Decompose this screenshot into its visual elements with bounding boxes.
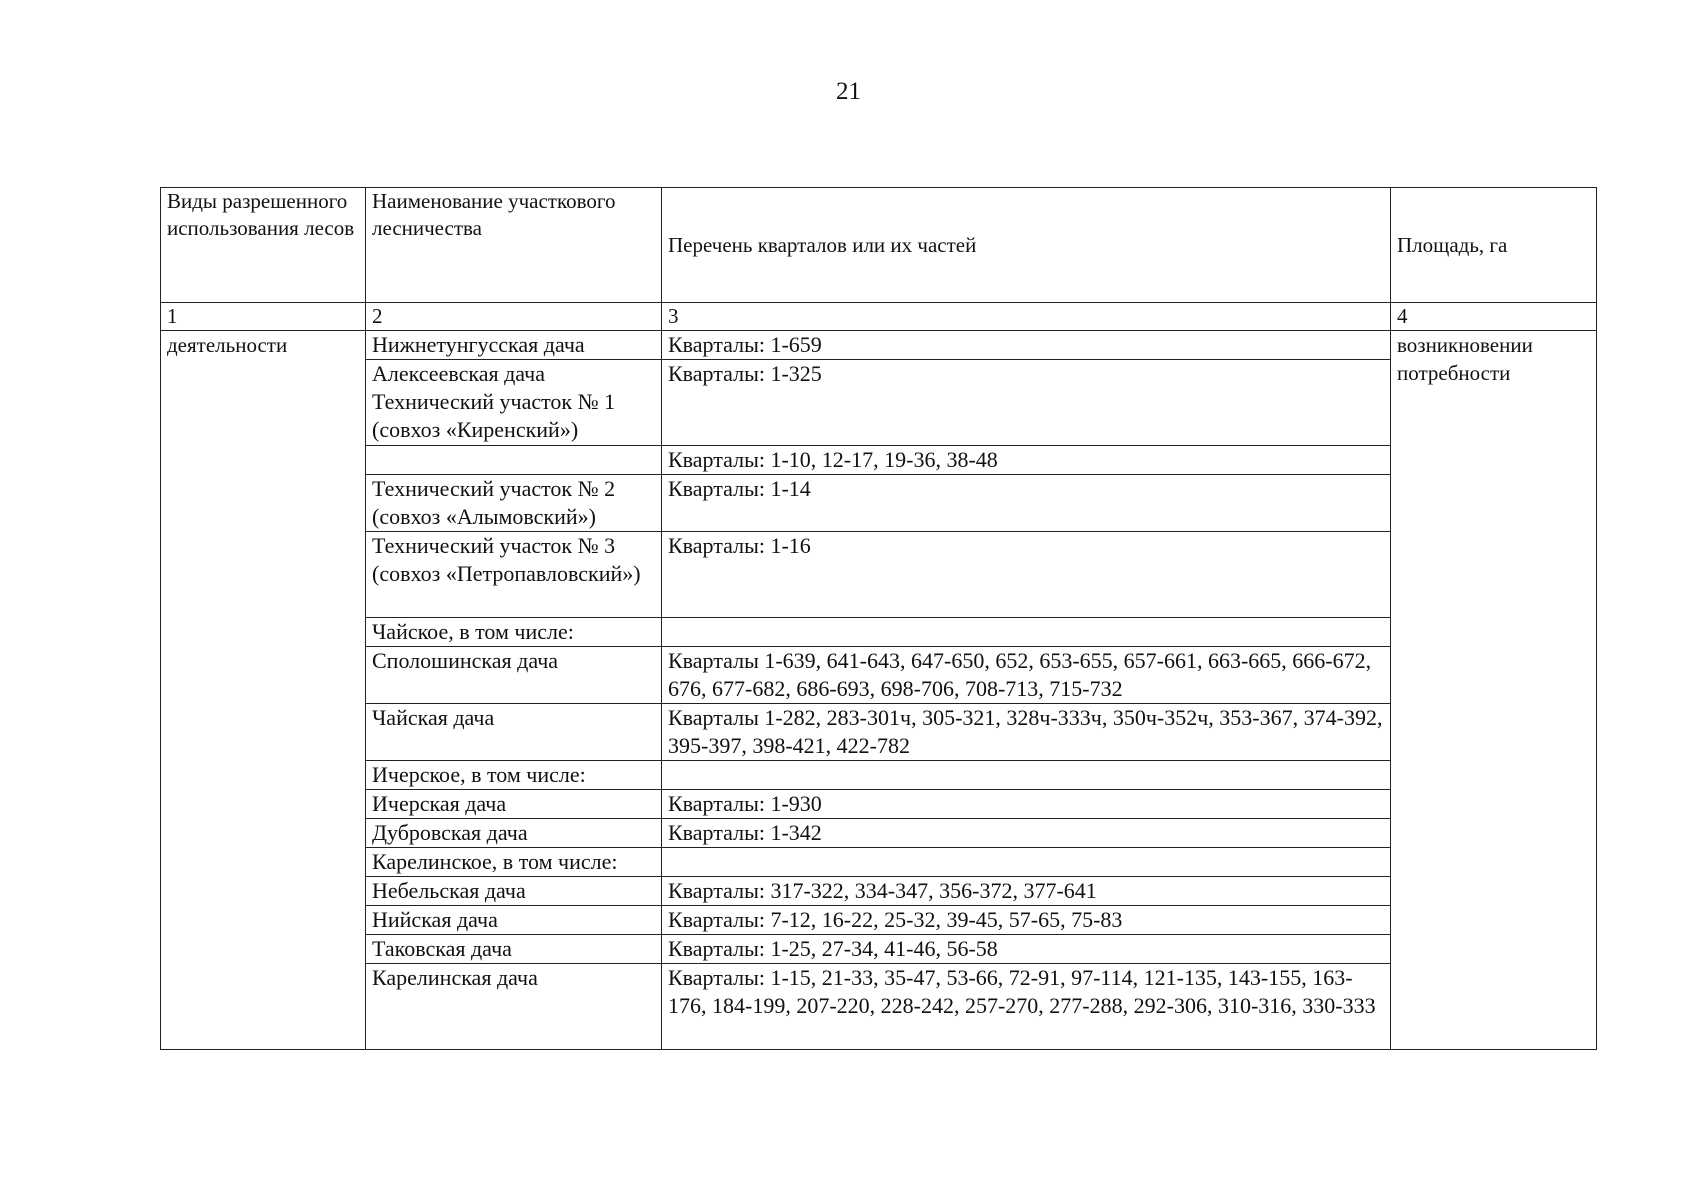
- table-row: [161, 935, 1597, 964]
- quarters-cell: Кварталы: 1-342: [662, 819, 1391, 848]
- usage-type-cell: деятельности: [161, 331, 366, 1050]
- table-row: [161, 532, 1597, 618]
- table-row: [161, 964, 1597, 1050]
- table-row: [161, 761, 1597, 790]
- area-cell: возникновении потребности: [1391, 331, 1597, 1050]
- table-row: [161, 475, 1597, 532]
- table-row: [161, 647, 1597, 704]
- forestry-name-cell: Алексеевская дача Технический участок № 1 (совхоз «Киренский»): [366, 360, 662, 446]
- forestry-name-cell: Таковская дача: [366, 935, 662, 964]
- table-row: [161, 848, 1597, 877]
- header-usage-types: Виды разрешенного использования лесов: [161, 188, 366, 303]
- table-row: [161, 877, 1597, 906]
- forestry-name-cell: Нижнетунгусская дача: [366, 331, 662, 360]
- table-header-row: [161, 188, 1597, 303]
- table-row: [161, 790, 1597, 819]
- quarters-cell: Кварталы: 1-930: [662, 790, 1391, 819]
- quarters-cell: Кварталы: 1-14: [662, 475, 1391, 532]
- forestry-name-cell: Технический участок № 2 (совхоз «Алымовский»): [366, 475, 662, 532]
- forestry-name-cell: [366, 446, 662, 475]
- forestry-name-cell: Чайская дача: [366, 704, 662, 761]
- forest-quarters-table: [160, 187, 1597, 1050]
- quarters-cell: [662, 848, 1391, 877]
- quarters-cell: [662, 761, 1391, 790]
- quarters-cell: Кварталы: 1-659: [662, 331, 1391, 360]
- quarters-cell: Кварталы: 1-325: [662, 360, 1391, 446]
- table-row: [161, 331, 1597, 360]
- quarters-cell: [662, 618, 1391, 647]
- table-row: [161, 446, 1597, 475]
- forestry-name-cell: Небельская дача: [366, 877, 662, 906]
- header-quarters-list: Перечень кварталов или их частей: [662, 188, 1391, 303]
- quarters-cell: Кварталы: 1-16: [662, 532, 1391, 618]
- table-row: [161, 360, 1597, 446]
- quarters-cell: Кварталы 1-639, 641-643, 647-650, 652, 653-655, 657-661, 663-665, 666-672, 676, 677-682, 686-693, 698-706, 708-713, 715-732: [662, 647, 1391, 704]
- table-row: [161, 704, 1597, 761]
- page-number: 21: [836, 78, 861, 105]
- header-forestry-name: Наименование участкового лесничества: [366, 188, 662, 303]
- header-area: Площадь, га: [1391, 188, 1597, 303]
- column-numbers-row: [161, 303, 1597, 331]
- table-row: [161, 819, 1597, 848]
- column-number-2: 2: [366, 303, 662, 331]
- column-number-4: 4: [1391, 303, 1597, 331]
- quarters-cell: Кварталы: 1-15, 21-33, 35-47, 53-66, 72-91, 97-114, 121-135, 143-155, 163-176, 184-199, 207-220, 228-242, 257-270, 277-288, 292-306, 310-316, 330-333: [662, 964, 1391, 1050]
- forestry-name-cell: Технический участок № 3 (совхоз «Петропавловский»): [366, 532, 662, 618]
- column-number-1: 1: [161, 303, 366, 331]
- forestry-name-cell: Чайское, в том числе:: [366, 618, 662, 647]
- forestry-name-cell: Ичерская дача: [366, 790, 662, 819]
- table-row: [161, 618, 1597, 647]
- quarters-cell: Кварталы 1-282, 283-301ч, 305-321, 328ч-333ч, 350ч-352ч, 353-367, 374-392, 395-397, 398-421, 422-782: [662, 704, 1391, 761]
- forestry-name-cell: Нийская дача: [366, 906, 662, 935]
- column-number-3: 3: [662, 303, 1391, 331]
- quarters-cell: Кварталы: 1-25, 27-34, 41-46, 56-58: [662, 935, 1391, 964]
- quarters-cell: Кварталы: 7-12, 16-22, 25-32, 39-45, 57-65, 75-83: [662, 906, 1391, 935]
- forestry-name-cell: Карелинское, в том числе:: [366, 848, 662, 877]
- table-row: [161, 906, 1597, 935]
- forestry-name-cell: Ичерское, в том числе:: [366, 761, 662, 790]
- forestry-name-cell: Карелинская дача: [366, 964, 662, 1050]
- quarters-cell: Кварталы: 1-10, 12-17, 19-36, 38-48: [662, 446, 1391, 475]
- forestry-name-cell: Сполошинская дача: [366, 647, 662, 704]
- quarters-cell: Кварталы: 317-322, 334-347, 356-372, 377-641: [662, 877, 1391, 906]
- forestry-name-cell: Дубровская дача: [366, 819, 662, 848]
